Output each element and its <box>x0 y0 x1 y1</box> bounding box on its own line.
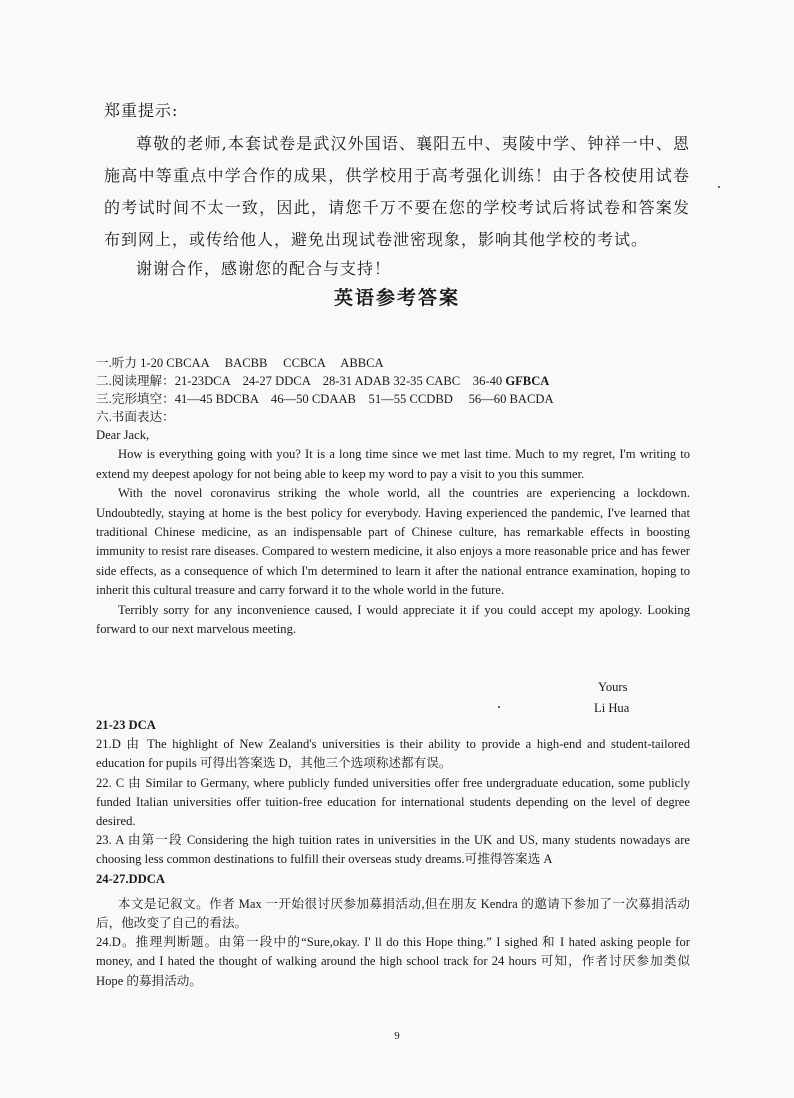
notice-body: 尊敬的老师,本套试卷是武汉外国语、襄阳五中、夷陵中学、钟祥一中、恩施高中等重点中学合作的成果，供学校用于高考强化训练！由于各校使用试卷的考试时间不太一致，因此，请您千万不要在您的学校考试后将试卷和答案发布到网上，或传给他人，避免出现试卷泄密现象，影响其他学校的考试。 <box>104 134 690 249</box>
page-title: 英语参考答案 <box>333 287 460 309</box>
letter-paragraph-1: How is everything going with you? It is a long time since we met last time. Much to my regret, I'm writing to extend my deepest apology for not being able to keep my word to pay a visit to you this summer. <box>96 447 690 481</box>
notice-thanks: 谢谢合作，感谢您的配合与支持！ <box>136 259 392 278</box>
answer-reading-bold: GFBCA <box>505 374 550 388</box>
section-title-21-23: 21-23 DCA <box>96 718 156 732</box>
notice-heading: 郑重提示: <box>104 101 179 120</box>
letter-signature: Li Hua <box>594 701 630 715</box>
answer-listening: 一.听力 1-20 CBCAA BACBB CCBCA ABBCA <box>96 356 384 370</box>
explanation-q22: 22. C 由 Similar to Germany, where publicly funded universities offer free undergraduate education, some publicly funded Italian universities offer tuition-free education for international students depending on the level of degree desired. <box>96 775 690 829</box>
letter-closing: Yours <box>598 680 628 694</box>
answer-cloze: 三.完形填空：41—45 BDCBA 46—50 CDAAB 51—55 CCDBD 56—60 BACDA <box>96 392 554 406</box>
answer-key <box>96 354 696 426</box>
answer-writing-label: 六.书面表达： <box>96 410 175 424</box>
scan-speck <box>498 706 500 708</box>
page-number: 9 <box>394 1030 400 1042</box>
answer-reading-text: 二.阅读理解：21-23DCA 24-27 DDCA 28-31 ADAB 32-35 CABC 36-40 <box>96 374 506 388</box>
answer-reading <box>96 372 696 390</box>
letter-paragraph-2: With the novel coronavirus striking the whole world, all the countries are experiencing a lockdown. Undoubtedly, staying at home is the best policy for everybody. Having experienced the pandemic, I've learned that traditional Chinese medicine, as an indispensable part of Chinese culture, has remarkable effects in boosting immunity to resist rare diseases. Compared to western medicine, it also enjoys a more reasonable price and has fewer side effects, as a consequence of which I'm determined to learn it after the national entrance examination, hoping to inherit this cultural treasure and carry forward it to the whole world in the future. <box>96 486 690 598</box>
explanation-q24: 24.D。推理判断题。由第一段中的“Sure,okay. I' ll do this Hope thing.” I sighed 和 I hated asking people for money, and I hated the thought of walking around the high school track for 24 hours 可知，作者讨厌参加类似 Hope 的募捐活动。 <box>96 935 690 988</box>
explanations-section-1 <box>96 716 690 991</box>
section-title-24-27: 24-27.DDCA <box>96 871 165 886</box>
sample-letter <box>96 426 690 639</box>
letter-greeting: Dear Jack, <box>96 428 150 442</box>
passage-summary: 本文是记叙文。作者 Max 一开始很讨厌参加募捐活动,但在朋友 Kendra 的邀请下参加了一次募捐活动后，他改变了自己的看法。 <box>96 896 690 931</box>
explanation-q21: 21.D 由 The highlight of New Zealand's universities is their ability to provide a high-end and student-tailored education for pupils 可得出答案选 D，其他三个选项称述都有误。 <box>96 737 690 771</box>
letter-paragraph-3: Terribly sorry for any inconvenience caused, I would appreciate it if you could accept my apology. Looking forward to our next marvelous meeting. <box>96 602 690 637</box>
explanation-q23: 23. A 由第一段 Considering the high tuition rates in universities in the UK and US, many students nowadays are choosing less common destinations to fulfill their overseas study dreams.可推得答案选 A <box>96 833 690 867</box>
scan-speck <box>718 186 720 188</box>
